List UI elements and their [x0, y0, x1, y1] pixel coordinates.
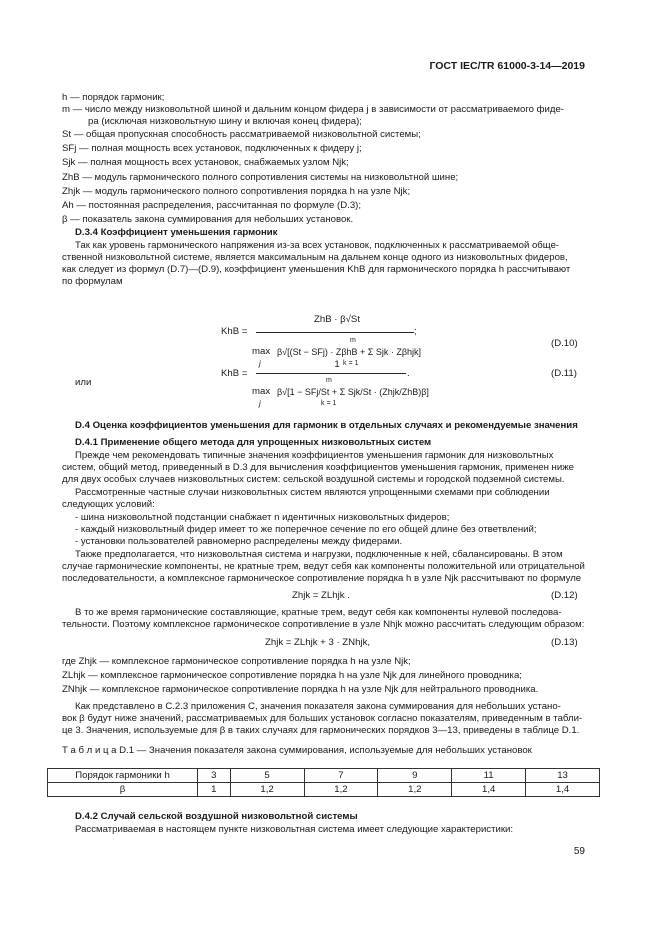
eq13-number: (D.13) [551, 637, 578, 648]
equation-d12: Zhjk = ZLhjk . [292, 590, 350, 601]
def-m: m — число между низковольтной шиной и дальним концом фидера j в зависимости от рассматриваемого фиде- [62, 104, 564, 115]
paragraph-line: Также предполагается, что низковольтная система и нагрузки, подключенные к ней, сбалансированы. В этом [75, 549, 563, 560]
paragraph-line: Так как уровень гармонического напряжения из-за всех установок, подключенных к рассматриваемой обще- [75, 240, 560, 251]
eq11-fraction-bar [256, 373, 406, 374]
paragraph-line: по формулам [62, 276, 123, 287]
paragraph-line: как следует из формул (D.7)—(D.9), коэффициент уменьшения KhB для гармонического порядка h рассчитывают [62, 264, 571, 275]
eq11-lhs: KhB = [221, 368, 248, 379]
table-cell: 1,4 [526, 783, 600, 797]
table-row [48, 769, 600, 783]
where-line: ZLhjk — комплексное гармоническое сопротивление порядка h на узле Njk для линейного проводника; [62, 670, 522, 681]
section-heading-d41: D.4.1 Применение общего метода для упрощенных низковольтных систем [75, 437, 432, 448]
eq11-numerator: 1 [334, 359, 340, 370]
table-d1 [47, 768, 600, 797]
equation-d13: Zhjk = ZLhjk + 3 · ZNhjk, [265, 637, 371, 648]
paragraph-line: ственной низковольтной системе, является максимальным на дальнем конце одного из низковольтных фидеров, [62, 252, 568, 263]
section-heading-d334: D.3.4 Коэффициент уменьшения гармоник [75, 227, 278, 238]
paragraph-line: Как представлено в C.2.3 приложения С, значения показателя закона суммирования для небольших устано- [75, 701, 561, 712]
paragraph-line: Рассматриваемая в настоящем пункте низковольтная система имеет следующие характеристики: [75, 824, 514, 835]
section-heading-d4: D.4 Оценка коэффициентов уменьшения для гармоник в отдельных случаях и рекомендуемые значения [75, 420, 578, 431]
document-header: ГОСТ IEC/TR 61000-3-14—2019 [429, 60, 585, 72]
def-sjk: Sjk — полная мощность всех установок, снабжаемых узлом Njk; [62, 157, 349, 168]
or-word: или [75, 377, 92, 388]
table-cell: 11 [452, 769, 526, 783]
table-cell: 13 [526, 769, 600, 783]
paragraph-line: случае гармонические компоненты, не кратные трем, ведут себя как компоненты положительной или отрицательной [62, 561, 585, 572]
table-cell: 5 [230, 769, 304, 783]
def-m-cont: ра (исключая низковольтную шину и включая конец фидера); [88, 116, 362, 127]
eq10-number: (D.10) [551, 338, 578, 349]
eq11-tail: . [407, 368, 410, 379]
def-h: h — порядок гармоник; [62, 92, 165, 103]
paragraph-line: Прежде чем рекомендовать типичные значения коэффициентов уменьшения гармоник для низковольтных [75, 450, 554, 461]
eq11-denominator: β√[1 − SFj/St + Σ Sjk/St · (Zhjk/ZhB)β] [277, 387, 429, 397]
table-cell: 1,2 [304, 783, 378, 797]
def-ah: Ah — постоянная распределения, рассчитанная по формуле (D.3); [62, 200, 362, 211]
paragraph-line: следующих условий: [62, 499, 155, 510]
def-zhb: ZhB — модуль гармонического полного сопротивления системы на низковольтной шине; [62, 172, 459, 183]
def-beta: β — показатель закона суммирования для небольших установок. [62, 214, 354, 225]
where-line: ZNhjk — комплексное гармоническое сопротивление порядка h на узле Njk для нейтрального проводника. [62, 684, 539, 695]
paragraph-line: це 3. Значения, используемые для β в таких случаях для гармонических порядков 3—13, приведены в таблице D.1. [62, 725, 580, 736]
paragraph-line: В то же время гармонические составляющие, кратные трем, ведут себя как компоненты нулевой последова- [75, 607, 562, 618]
eq10-fraction-bar [256, 332, 414, 333]
section-heading-d42: D.4.2 Случай сельской воздушной низковольтной системы [75, 811, 358, 822]
eq11-sum-top: m [326, 377, 332, 384]
bullet-item: - шина низковольтной подстанции снабжает n идентичных низковольтных фидеров; [75, 512, 450, 523]
page-number: 59 [573, 846, 585, 857]
paragraph-line: вок β будут ниже значений, рассматриваемых для больших установок согласно показателям, приведенным в табли- [62, 713, 583, 724]
eq10-numerator: ZhB · β√St [314, 314, 360, 325]
table-cell: 1,4 [452, 783, 526, 797]
paragraph-line: для двух особых случаев низковольтных систем: сельской воздушной системы и городской подземной системы. [62, 474, 565, 485]
paragraph-line: тельности. Поэтому комплексное гармоническое сопротивление в узле Nhjk можно рассчитать следующим образом: [62, 619, 585, 630]
row-label-beta: β [48, 783, 198, 797]
eq10-tail: ; [414, 326, 417, 337]
def-sfj: SFj — полная мощность всех установок, подключенных к фидеру j; [62, 143, 362, 154]
table-cell: 1,2 [230, 783, 304, 797]
paragraph-line: Рассмотренные частные случаи низковольтных систем являются упрощенными схемами при соблюдении [75, 487, 550, 498]
eq11-index: j [259, 399, 261, 408]
table-cell: 3 [198, 769, 231, 783]
eq10-denominator: β√[(St − SFj) · ZβhB + Σ Sjk · Zβhjk] [277, 347, 422, 357]
eq12-number: (D.12) [551, 590, 578, 601]
eq11-max: max [252, 386, 271, 397]
eq10-lhs: KhB = [221, 326, 248, 337]
table-cell: 7 [304, 769, 378, 783]
eq10-index: j [259, 359, 261, 368]
table-caption: Т а б л и ц а D.1 — Значения показателя закона суммирования, используемые для небольших установок [62, 745, 532, 756]
table-cell: 9 [378, 769, 452, 783]
bullet-item: - каждый низковольтный фидер имеет то же поперечное сечение по его общей длине без ответвлений; [75, 524, 537, 535]
eq10-sum-top: m [350, 337, 356, 344]
where-line: где Zhjk — комплексное гармоническое сопротивление порядка h на узле Njk; [62, 656, 411, 667]
eq10-max: max [252, 346, 271, 357]
table-cell: 1 [198, 783, 231, 797]
def-st: St — общая пропускная способность рассматриваемой низковольтной системы; [62, 129, 421, 140]
eq11-number: (D.11) [551, 368, 577, 379]
paragraph-line: систем, общий метод, приведенный в D.3 для вычисления коэффициентов уменьшения гармоник, применен ниже [62, 462, 574, 473]
table-row [48, 783, 600, 797]
eq11-sum-bottom: k = 1 [321, 400, 337, 407]
def-zhjk: Zhjk — модуль гармонического полного сопротивления порядка h на узле Njk; [62, 186, 411, 197]
eq10-sum-bottom: k = 1 [343, 360, 359, 367]
row-label-order: Порядок гармоники h [48, 769, 198, 783]
bullet-item: - установки пользователей равномерно распределены между фидерами. [75, 536, 403, 547]
table-cell: 1,2 [378, 783, 452, 797]
paragraph-line: последовательности, а комплексное гармоническое сопротивление порядка h в узле Njk рассчитывают по формуле [62, 573, 582, 584]
